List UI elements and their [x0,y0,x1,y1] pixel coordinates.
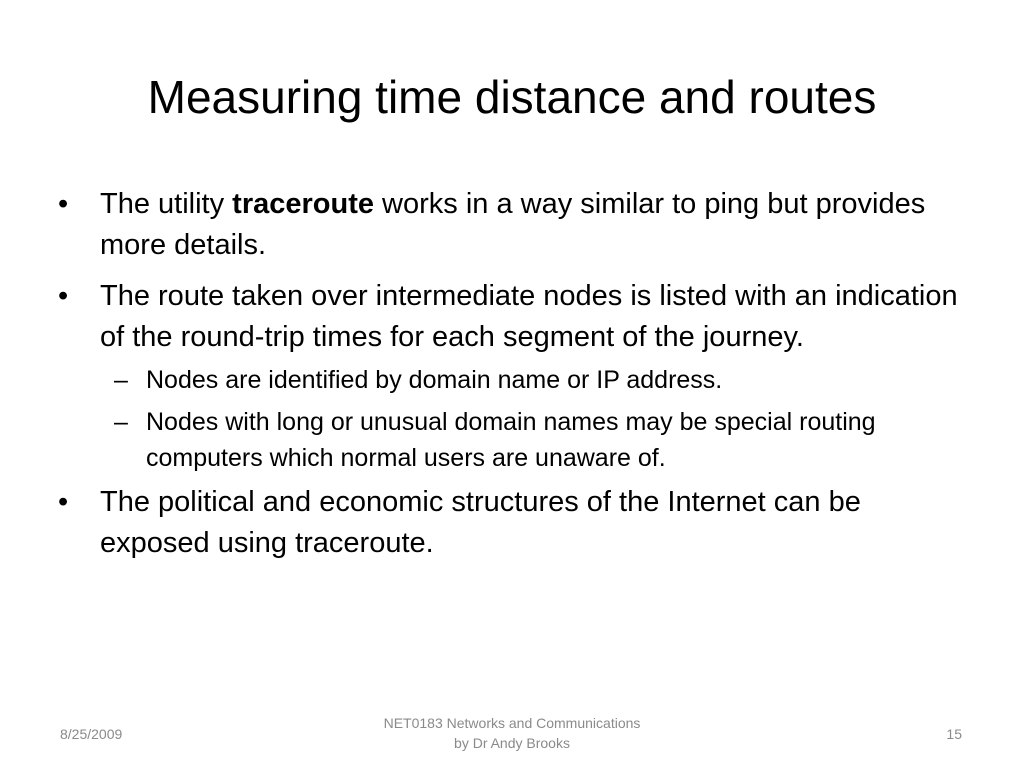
bullet-text-suffix: works in a way similar to ping but provides more details. [100,188,926,261]
footer-course-line1: NET0183 Networks and Communications [383,715,641,731]
sub-bullet-dash-icon: – [114,366,128,394]
sub-bullet-text: Nodes with long or unusual domain names may be special routing computers which normal users are unaware of. [146,408,876,472]
bullet-dot-icon: • [58,486,69,518]
bullet-dot-icon: • [58,280,69,312]
sub-bullet-text: Nodes are identified by domain name or IP address. [146,366,723,394]
bullet-text-bold: traceroute [232,188,374,220]
bullet-item-1 [58,184,978,266]
sub-bullet-dash-icon: – [114,408,128,436]
slide-title: Measuring time distance and routes [147,71,877,123]
footer-course-line2: by Dr Andy Brooks [454,735,570,751]
bullet-item-2 [58,276,978,358]
slide-content [58,184,978,574]
bullet-text-prefix: The utility [100,188,233,220]
bullet-dot-icon: • [58,188,69,220]
bullet-text: The political and economic structures of the Internet can be exposed using traceroute. [100,486,861,559]
bullet-item-3 [58,482,978,564]
footer-page-number: 15 [946,726,962,742]
sub-bullet-item-2 [58,404,978,476]
footer-date: 8/25/2009 [60,726,123,742]
bullet-text: The route taken over intermediate nodes is listed with an indication of the round-trip times for each segment of the journey. [100,280,958,353]
sub-bullet-item-1 [58,362,978,398]
footer-course [312,713,712,753]
